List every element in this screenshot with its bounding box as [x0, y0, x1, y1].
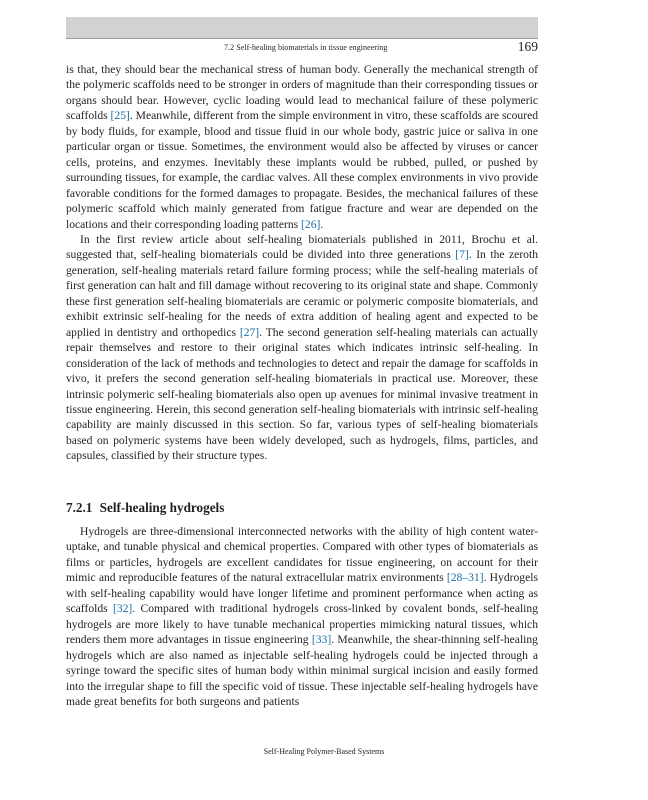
section-heading	[66, 500, 538, 516]
page-footer: Self-Healing Polymer-Based Systems	[263, 747, 385, 756]
citation-link[interactable]: [27]	[239, 325, 260, 339]
page-number: 169	[517, 39, 538, 54]
section-title: Self-healing hydrogels	[99, 500, 225, 515]
running-head	[66, 38, 538, 55]
body-text	[66, 62, 538, 464]
citation-link[interactable]: [7]	[455, 248, 469, 262]
citation-link[interactable]: [33]	[311, 633, 332, 647]
running-title: 7.2 Self-healing biomaterials in tissue engineering	[224, 43, 388, 52]
section-number: 7.2.1	[66, 500, 93, 515]
paragraph-2: In the first review article about self-healing biomaterials published in 2011, Brochu et al. suggested that, self-healing biomaterials could be divided into three generations [7]. In the zeroth generation, self-healing materials retard failure forming process; while the self-healing materials of first generation can halt and fill damage without recovering to its original state and shape. Commonly these first generation self-healing biomaterials are ceramic or polymeric composite biomaterials, and exhibit extrinsic self-healing for the needs of extra addition of healing agent and expected to be applied in dentistry and orthopedics [27]. The second generation self-healing materials can actually repair themselves and restore to their original states which indicates intrinsic self-healing. In consideration of the lack of methods and technologies to detect and repair the damage for scaffolds in vivo, it prefers the second generation self-healing biomaterials in practical use. Moreover, these intrinsic polymeric self-healing biomaterials also open up avenues for minimal invasive treatment in tissue engineering. Herein, this second generation self-healing biomaterials with intrinsic self-healing capability are mainly discussed in this section. So far, various types of self-healing biomaterials based on polymeric systems have been widely developed, such as hydrogels, films, particles, and capsules, classified by their structure types.	[66, 232, 539, 463]
header-bar	[66, 17, 538, 38]
paragraph-1: is that, they should bear the mechanical stress of human body. Generally the mechanical strength of the polymeric scaffolds need to be stronger in orders of magnitude than their corresponding tissues or organs should bear. However, cyclic loading would lead to mechanical failure of these polymeric scaffolds [25]. Meanwhile, different from the simple environment in vitro, these scaffolds are scoured by body fluids, for example, blood and tissue fluid in our whole body, gastric juice or saliva in one particular organ or tissue. Sometimes, the environment would also be affected by viruses or cancer cells, proteins, and enzymes. Inevitably these implants would be rubbed, pulled, or pushed by surrounding tissues, for example, the cardiac valves. All these complex environments in vivo provide favorable conditions for the formed damages to propagate. Besides, the mechanical failures of these polymeric scaffold which mainly generated from fatigue fracture and wear are depended on the locations and their corresponding loading patterns [26].	[66, 63, 539, 231]
citation-link[interactable]: [25]	[110, 109, 130, 123]
paragraph-3: Hydrogels are three-dimensional interconnected networks with the ability of high content water-uptake, and tunable physical and chemical properties. Compared with other types of biomaterials as films or particles, hydrogels are excellent candidates for tissue engineering, on account for their mimic and reproducible features of the natural extracellular matrix environments [28–31]. Hydrogels with self-healing capability would have longer lifetime and prominent performance when acting as scaffolds [32]. Compared with traditional hydrogels cross-linked by covalent bonds, self-healing hydrogels are more likely to have tunable mechanical properties mimicking natural tissues, which renders them more advantages in tissue engineering [33]. Meanwhile, the shear-thinning self-healing hydrogels which are also named as injectable self-healing hydrogels could be injected through a syringe toward the specific sites of human body within minimal surgical incision and easily formed into the irregular shape to fill the specific void of tissue. These injectable self-healing hydrogels have made great benefits for both surgeons and patients	[66, 525, 538, 708]
citation-link[interactable]: [28–31]	[446, 571, 484, 585]
citation-link[interactable]: [26]	[301, 217, 321, 231]
citation-link[interactable]: [32]	[112, 602, 133, 616]
section-body-text	[66, 524, 538, 709]
